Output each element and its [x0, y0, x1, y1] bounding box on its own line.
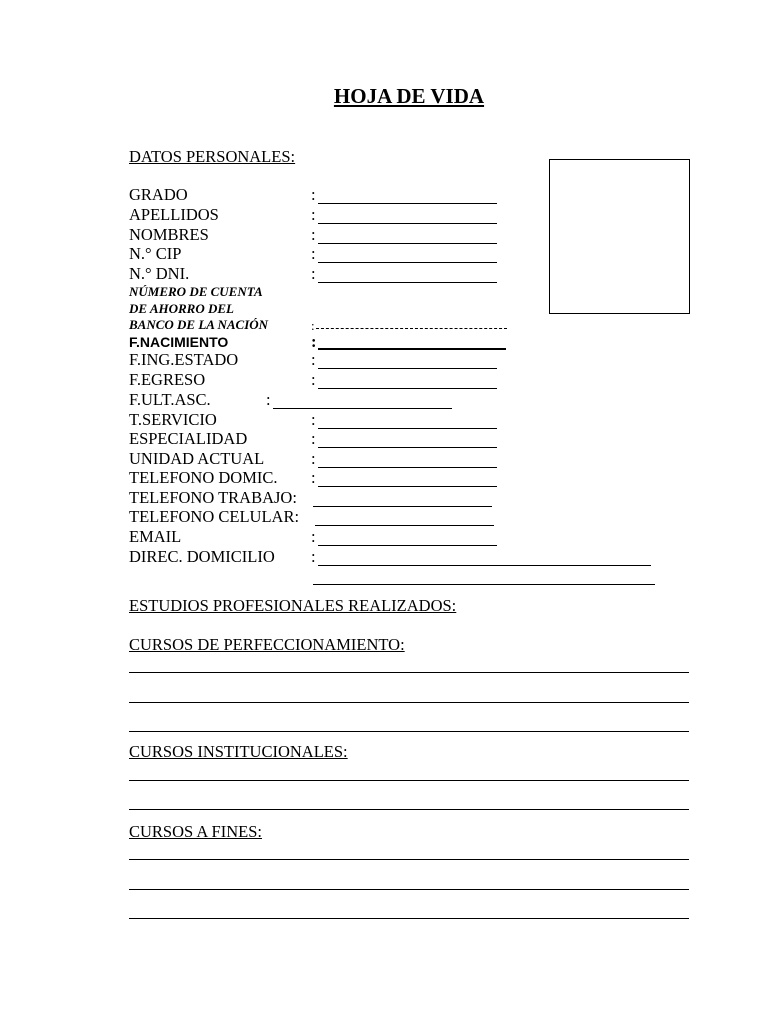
colon: : — [311, 547, 316, 566]
label-nacimiento: F.NACIMIENTO — [129, 334, 229, 350]
field-perfeccionamiento-line[interactable] — [129, 672, 689, 673]
section-heading-perfeccionamiento: CURSOS DE PERFECCIONAMIENTO: — [129, 635, 405, 654]
label-ult-asc: F.ULT.ASC. — [129, 390, 211, 409]
field-tel-celular[interactable] — [315, 525, 494, 526]
field-email[interactable] — [318, 545, 497, 546]
section-heading-estudios: ESTUDIOS PROFESIONALES REALIZADOS: — [129, 596, 457, 615]
colon: : — [311, 225, 316, 244]
label-cip: N.° CIP — [129, 244, 182, 263]
label-cuenta-line-3: BANCO DE LA NACIÓN — [129, 317, 269, 332]
field-nombres[interactable] — [318, 243, 497, 244]
field-domicilio-line-2[interactable] — [313, 584, 655, 585]
field-institucionales-line[interactable] — [129, 809, 689, 810]
label-especialidad: ESPECIALIDAD — [129, 429, 248, 448]
field-servicio[interactable] — [318, 428, 497, 429]
field-ult-asc[interactable] — [273, 408, 452, 409]
colon: : — [311, 410, 316, 429]
label-tel-trabajo: TELEFONO TRABAJO: — [129, 488, 297, 507]
colon: : — [311, 429, 316, 448]
section-heading-datos-personales: DATOS PERSONALES: — [129, 147, 296, 166]
photo-box[interactable] — [549, 159, 690, 314]
label-servicio: T.SERVICIO — [129, 410, 217, 429]
colon: : — [311, 318, 315, 333]
field-afines-line[interactable] — [129, 859, 689, 860]
label-email: EMAIL — [129, 527, 182, 546]
colon: : — [311, 350, 316, 369]
field-grado[interactable] — [318, 203, 497, 204]
section-heading-afines: CURSOS A FINES: — [129, 822, 262, 841]
label-cuenta-line-2: DE AHORRO DEL — [129, 301, 234, 316]
colon: : — [311, 527, 316, 546]
field-cuenta[interactable] — [316, 328, 507, 329]
colon: : — [311, 185, 316, 204]
label-dni: N.° DNI. — [129, 264, 190, 283]
colon: : — [311, 264, 316, 283]
field-afines-line[interactable] — [129, 918, 689, 919]
colon: : — [311, 244, 316, 263]
colon: : — [311, 370, 316, 389]
field-perfeccionamiento-line[interactable] — [129, 731, 689, 732]
field-tel-trabajo[interactable] — [313, 506, 492, 507]
label-nombres: NOMBRES — [129, 225, 209, 244]
label-tel-celular: TELEFONO CELULAR: — [129, 507, 300, 526]
label-apellidos: APELLIDOS — [129, 205, 219, 224]
colon: : — [311, 332, 317, 351]
section-heading-institucionales: CURSOS INSTITUCIONALES: — [129, 742, 348, 761]
field-egreso[interactable] — [318, 388, 497, 389]
label-egreso: F.EGRESO — [129, 370, 206, 389]
field-domicilio[interactable] — [318, 565, 651, 566]
field-tel-domic[interactable] — [318, 486, 497, 487]
colon: : — [311, 468, 316, 487]
colon: : — [311, 449, 316, 468]
page-title: HOJA DE VIDA — [333, 84, 485, 108]
field-apellidos[interactable] — [318, 223, 497, 224]
label-domicilio: DIREC. DOMICILIO — [129, 547, 275, 566]
field-perfeccionamiento-line[interactable] — [129, 702, 689, 703]
field-institucionales-line[interactable] — [129, 780, 689, 781]
label-unidad: UNIDAD ACTUAL — [129, 449, 265, 468]
field-afines-line[interactable] — [129, 889, 689, 890]
field-dni[interactable] — [318, 282, 497, 283]
colon: : — [311, 205, 316, 224]
field-nacimiento[interactable] — [318, 348, 506, 350]
field-unidad[interactable] — [318, 467, 497, 468]
colon: : — [266, 390, 271, 409]
field-especialidad[interactable] — [318, 447, 497, 448]
label-cuenta-line-1: NÚMERO DE CUENTA — [129, 284, 263, 299]
label-ing-estado: F.ING.ESTADO — [129, 350, 239, 369]
label-tel-domic: TELEFONO DOMIC. — [129, 468, 278, 487]
field-cip[interactable] — [318, 262, 497, 263]
label-grado: GRADO — [129, 185, 188, 204]
field-ing-estado[interactable] — [318, 368, 497, 369]
